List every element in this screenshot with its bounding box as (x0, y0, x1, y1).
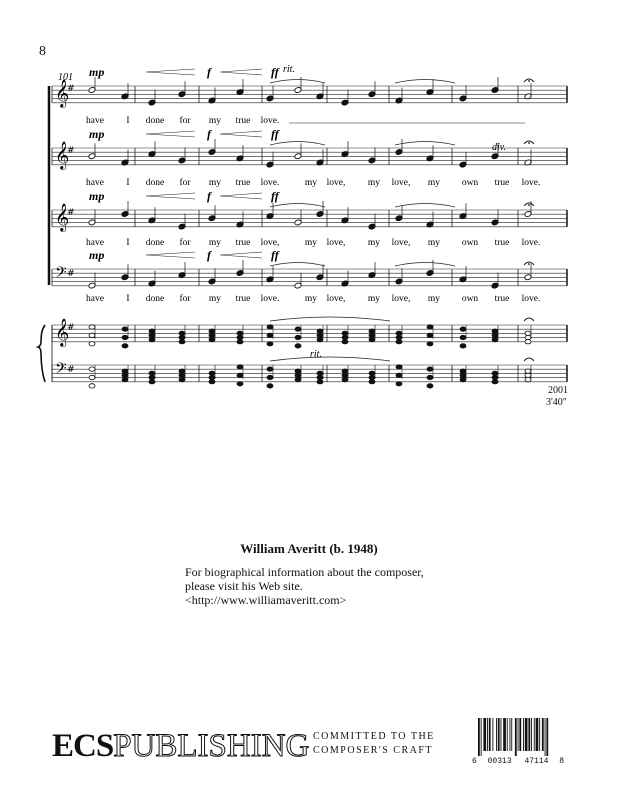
chord-note-head (237, 335, 243, 339)
composer-bio (185, 565, 424, 607)
chord-note-head (525, 373, 531, 377)
lyric-syllable: I (126, 238, 130, 248)
chord-note-head (179, 377, 185, 381)
fermata-dot (528, 204, 530, 206)
lyric-syllable: my (208, 294, 222, 304)
lyric-syllable: love. (521, 294, 541, 304)
crescendo-hairpin (146, 252, 195, 258)
dynamic-marking: ff (271, 65, 279, 79)
chord-note-head (237, 331, 243, 335)
lyric-syllable: love, (260, 238, 280, 248)
chord-note-head (427, 375, 433, 379)
lyric-syllable: love. (260, 178, 280, 188)
lyric-syllable: done (145, 238, 165, 248)
dynamic-marking: f (207, 65, 211, 79)
dynamic-marking: ff (271, 189, 279, 203)
sharp-icon: # (67, 269, 75, 279)
fermata-icon (524, 358, 534, 361)
fermata-dot (528, 263, 530, 265)
barcode-bar (503, 718, 506, 751)
lyric-syllable: true (494, 178, 510, 188)
dynamic-marking: mp (89, 248, 105, 262)
barcode-bar (487, 718, 488, 751)
chord-note-head (460, 344, 466, 348)
barcode-bar (496, 718, 497, 751)
chord-note-head (342, 377, 348, 381)
chord-note-head (369, 329, 375, 333)
sharp-icon: # (67, 365, 75, 375)
lyric-syllable: I (126, 116, 130, 126)
chord-note-head (427, 325, 433, 329)
measure-number: 101 (58, 72, 73, 83)
dynamic-marking: f (207, 127, 211, 141)
slur (270, 204, 325, 208)
chord-note-head (89, 325, 95, 329)
chord-note-head (295, 335, 301, 339)
chord-note-head (342, 373, 348, 377)
crescendo-hairpin (220, 69, 262, 75)
chord-note-head (460, 377, 466, 381)
crescendo-hairpin (146, 69, 195, 75)
lyric-syllable: love. (521, 238, 541, 248)
chord-note-head (209, 380, 215, 384)
chord-note-head (317, 329, 323, 333)
dynamic-marking: mp (89, 65, 105, 79)
lyric-syllable: my (208, 178, 222, 188)
chord-note-head (209, 375, 215, 379)
chord-note-head (427, 384, 433, 388)
dynamic-marking: ff (271, 127, 279, 141)
barcode-bar (539, 718, 540, 751)
chord-note-head (237, 373, 243, 377)
chord-note-head (237, 340, 243, 344)
lyric-syllable: true (235, 178, 251, 188)
barcode-bar (483, 718, 486, 751)
lyric-syllable: my (304, 294, 318, 304)
chord-note-head (267, 342, 273, 346)
chord-note-head (295, 327, 301, 331)
chord-note-head (369, 380, 375, 384)
slur (270, 80, 325, 84)
treble-clef-icon: 𝄞 (55, 203, 70, 231)
chord-note-head (342, 331, 348, 335)
chord-note-head (89, 384, 95, 388)
lyric-syllable: have (86, 238, 104, 248)
crescendo-hairpin (220, 131, 262, 137)
chord-note-head (492, 333, 498, 337)
chord-note-head (89, 333, 95, 337)
dynamic-marking: f (207, 189, 211, 203)
barcode-bar (545, 718, 546, 756)
crescendo-hairpin (146, 131, 195, 137)
chord-note-head (492, 375, 498, 379)
barcode-bar (525, 718, 528, 751)
lyric-syllable: own (461, 178, 479, 188)
chord-note-head (295, 373, 301, 377)
slur (270, 263, 325, 267)
lyric-syllable: have (86, 294, 104, 304)
barcode-bar (536, 718, 539, 751)
lyric-syllable: true (235, 116, 251, 126)
chord-note-head (317, 375, 323, 379)
chord-note-head (149, 333, 155, 337)
dynamic-marking: ff (271, 248, 279, 262)
composition-year: 2001 (548, 385, 568, 396)
slur (395, 80, 455, 84)
chord-note-head (369, 375, 375, 379)
chord-note-head (179, 369, 185, 373)
chord-note-head (267, 375, 273, 379)
chord-note-head (427, 342, 433, 346)
chord-note-head (396, 335, 402, 339)
divisi-mark: div. (492, 142, 506, 153)
lyric-syllable: done (145, 178, 165, 188)
barcode (472, 718, 572, 758)
tie (270, 317, 390, 321)
lyric-syllable: own (461, 238, 479, 248)
chord-note-head (209, 337, 215, 341)
lyric-syllable: love. (260, 294, 280, 304)
lyric-syllable: have (86, 116, 104, 126)
sharp-icon: # (67, 84, 75, 94)
bio-line: please visit his Web site. (185, 579, 303, 593)
lyric-syllable: love. (521, 178, 541, 188)
chord-note-head (396, 365, 402, 369)
chord-note-head (122, 369, 128, 373)
chord-note-head (267, 384, 273, 388)
chord-note-head (237, 382, 243, 386)
lyric-syllable: love, (391, 294, 411, 304)
tie (270, 357, 390, 361)
lyric-syllable: my (427, 294, 441, 304)
barcode-bar (478, 718, 480, 756)
lyric-syllable: my (367, 178, 381, 188)
chord-note-head (342, 335, 348, 339)
lyric-syllable: love, (326, 178, 346, 188)
chord-note-head (460, 327, 466, 331)
crescendo-hairpin (220, 193, 262, 199)
chord-note-head (427, 333, 433, 337)
chord-note-head (267, 367, 273, 371)
sharp-icon: # (67, 208, 75, 218)
composer-name: William Averitt (b. 1948) (240, 541, 378, 556)
chord-note-head (525, 340, 531, 344)
dynamic-marking: mp (89, 189, 105, 203)
barcode-bar (546, 718, 548, 756)
treble-clef-icon: 𝄞 (55, 318, 70, 346)
tagline-line: COMMITTED TO THE (313, 731, 435, 742)
dynamic-marking: f (207, 248, 211, 262)
chord-note-head (525, 335, 531, 339)
crescendo-hairpin (146, 193, 195, 199)
chord-note-head (179, 373, 185, 377)
chord-note-head (460, 373, 466, 377)
barcode-bar (507, 718, 508, 751)
chord-note-head (237, 365, 243, 369)
barcode-bar (534, 718, 535, 751)
fermata-dot (528, 80, 530, 82)
barcode-digit: 6 (472, 757, 477, 766)
chord-note-head (460, 335, 466, 339)
chord-note-head (295, 369, 301, 373)
bass-clef-icon: 𝄢 (55, 264, 67, 285)
chord-note-head (89, 375, 95, 379)
duration: 3'40" (546, 397, 567, 408)
dynamic-marking: mp (89, 127, 105, 141)
chord-note-head (122, 327, 128, 331)
barcode-digit: 8 (559, 757, 565, 766)
chord-note-head (149, 329, 155, 333)
lyric-syllable: I (126, 294, 130, 304)
slur (395, 263, 455, 267)
chord-note-head (295, 344, 301, 348)
lyric-syllable: for (179, 294, 191, 304)
barcode-bar (511, 718, 512, 751)
piano-brace (38, 325, 45, 382)
barcode-digit: 00313 (487, 757, 512, 766)
chord-note-head (89, 367, 95, 371)
chord-note-head (149, 337, 155, 341)
lyric-syllable: true (494, 238, 510, 248)
chord-note-head (369, 333, 375, 337)
barcode-bar (492, 718, 493, 751)
lyric-syllable: my (427, 178, 441, 188)
chord-note-head (396, 331, 402, 335)
chord-note-head (122, 377, 128, 381)
barcode-bar (523, 718, 524, 751)
barcode-bar (531, 718, 532, 751)
lyric-syllable: love, (391, 178, 411, 188)
barcode-bar (510, 718, 511, 751)
fermata-icon (524, 318, 534, 321)
barcode-bar (515, 718, 517, 756)
barcode-bar (518, 718, 519, 751)
chord-note-head (89, 342, 95, 346)
chord-note-head (427, 367, 433, 371)
lyric-syllable: I (126, 178, 130, 188)
tempo-mark: rit. (283, 64, 295, 75)
chord-note-head (295, 377, 301, 381)
chord-note-head (342, 340, 348, 344)
logo-ecs: ECS (52, 727, 114, 764)
slur (395, 204, 455, 208)
lyric-syllable: love, (326, 238, 346, 248)
lyric-syllable: my (367, 294, 381, 304)
bio-url[interactable]: <http://www.williamaveritt.com> (185, 593, 347, 607)
chord-note-head (179, 331, 185, 335)
lyric-syllable: my (304, 238, 318, 248)
page-number: 8 (39, 44, 46, 59)
chord-note-head (209, 329, 215, 333)
bass-clef-icon: 𝄢 (55, 360, 67, 381)
barcode-bar (519, 718, 521, 751)
lyric-syllable: true (494, 294, 510, 304)
chord-note-head (525, 331, 531, 335)
sharp-icon: # (67, 146, 75, 156)
lyric-syllable: love, (326, 294, 346, 304)
piano-tempo-mark: rit. (310, 349, 322, 360)
chord-note-head (149, 375, 155, 379)
chord-note-head (460, 369, 466, 373)
lyric-syllable: for (179, 238, 191, 248)
lyric-syllable: my (208, 116, 222, 126)
chord-note-head (122, 344, 128, 348)
lyric-syllable: for (179, 178, 191, 188)
chord-note-head (149, 371, 155, 375)
lyric-syllable: own (461, 294, 479, 304)
chord-note-head (492, 380, 498, 384)
lyric-syllable: have (86, 178, 104, 188)
barcode-digits (472, 757, 572, 766)
chord-note-head (396, 340, 402, 344)
chord-note-head (122, 373, 128, 377)
treble-clef-icon: 𝄞 (55, 79, 70, 107)
barcode-bar (498, 718, 500, 751)
chord-note-head (149, 380, 155, 384)
slur (395, 142, 455, 146)
barcode-digit: 47114 (524, 757, 549, 766)
chord-note-head (122, 335, 128, 339)
chord-note-head (369, 337, 375, 341)
barcode-bar (489, 718, 491, 751)
chord-note-head (209, 333, 215, 337)
treble-clef-icon: 𝄞 (55, 141, 70, 169)
barcode-bar (528, 718, 530, 751)
chord-note-head (317, 380, 323, 384)
sharp-icon: # (67, 323, 75, 333)
chord-note-head (492, 371, 498, 375)
logo-publishing: PUBLISHING (113, 727, 310, 764)
publisher-tagline (313, 730, 435, 758)
chord-note-head (492, 337, 498, 341)
chord-note-head (525, 369, 531, 373)
publisher-logo (52, 726, 309, 766)
lyric-syllable: true (235, 238, 251, 248)
chord-note-head (525, 377, 531, 381)
chord-note-head (317, 333, 323, 337)
fermata-dot (528, 142, 530, 144)
lyric-syllable: my (208, 238, 222, 248)
chord-note-head (179, 340, 185, 344)
chord-note-head (317, 337, 323, 341)
chord-note-head (342, 369, 348, 373)
chord-note-head (396, 373, 402, 377)
lyric-syllable: my (304, 178, 318, 188)
slur (270, 142, 325, 146)
lyric-syllable: done (145, 294, 165, 304)
lyric-syllable: my (427, 238, 441, 248)
barcode-bar (501, 718, 502, 751)
crescendo-hairpin (220, 252, 262, 258)
lyric-syllable: done (145, 116, 165, 126)
chord-note-head (267, 333, 273, 337)
chord-note-head (492, 329, 498, 333)
lyric-syllable: love, (391, 238, 411, 248)
lyric-syllable: for (179, 116, 191, 126)
lyric-syllable: my (367, 238, 381, 248)
barcode-bar (542, 718, 544, 751)
barcode-bar (481, 718, 482, 756)
lyric-syllable: true (235, 294, 251, 304)
chord-note-head (209, 371, 215, 375)
chord-note-head (396, 382, 402, 386)
tagline-line: COMPOSER'S CRAFT (313, 745, 434, 756)
chord-note-head (369, 371, 375, 375)
bio-line: For biographical information about the composer, (185, 565, 424, 579)
chord-note-head (317, 371, 323, 375)
chord-note-head (267, 325, 273, 329)
lyric-syllable: love. (260, 116, 280, 126)
chord-note-head (179, 335, 185, 339)
